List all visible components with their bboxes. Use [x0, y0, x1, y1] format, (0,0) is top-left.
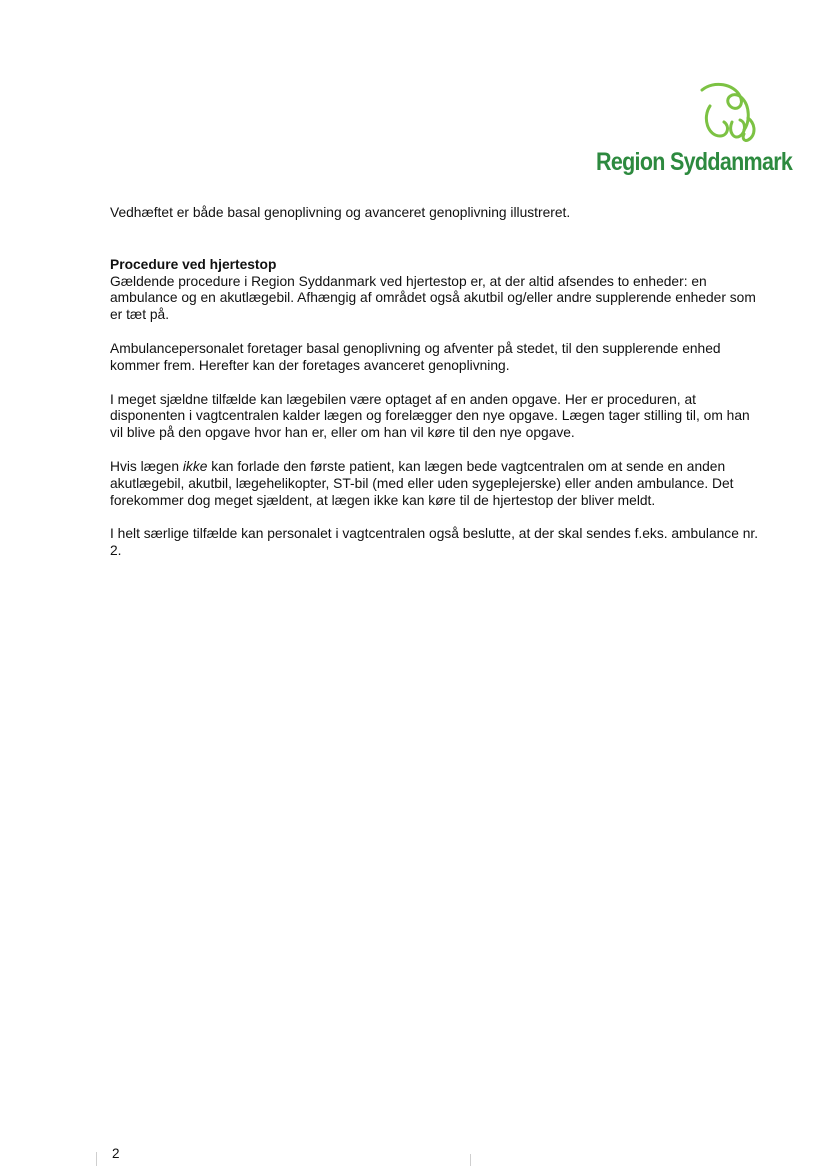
intro-paragraph: Vedhæftet er både basal genoplivning og avanceret genoplivning illustreret.: [110, 205, 571, 220]
paragraph-4-start: Hvis lægen: [110, 458, 183, 474]
letter-body: [110, 205, 760, 560]
paragraph-doctor-cannot-leave: [110, 459, 760, 509]
page-number: 2: [112, 1146, 120, 1161]
scan-artifact-line: [470, 1154, 471, 1166]
region-syddanmark-logo: [590, 82, 800, 182]
paragraph-4-end: kan forlade den første patient, kan lægen bede vagtcentralen om at sende en anden akutlægebil, akutbil, lægehelikopter, ST-bil (med eller uden sygeplejerske) eller anden ambulance. Det forekommer dog meget sjældent, at lægen ikke kan køre til de hjertestop der bliver meldt.: [110, 458, 734, 508]
paragraph-procedure: Gældende procedure i Region Syddanmark ved hjertestop er, at der altid afsendes to enheder: en ambulance og en akutlægebil. Afhængig af området også akutbil og/eller andre supplerende enheder som er tæt på.: [110, 273, 756, 323]
region-logo-icon: [690, 82, 760, 148]
region-logo-text: Region Syddanmark: [596, 148, 793, 176]
section-heading: Procedure ved hjertestop: [110, 256, 277, 272]
scan-artifact-line: [96, 1152, 97, 1166]
paragraph-special-cases: I helt særlige tilfælde kan personalet i vagtcentralen også beslutte, at der skal sendes f.eks. ambulance nr. 2.: [110, 526, 759, 559]
emphasis-ikke: ikke: [182, 458, 208, 474]
paragraph-doctor-busy: I meget sjældne tilfælde kan lægebilen være optaget af en anden opgave. Her er proceduren, at disponenten i vagtcentralen kalder lægen og forelægger den nye opgave. Lægen tager stilling til, om han vil blive på den opgave hvor han er, eller om han vil køre til den nye opgave.: [110, 391, 750, 441]
paragraph-ambulance-staff: Ambulancepersonalet foretager basal genoplivning og afventer på stedet, til den supplerende enhed kommer frem. Herefter kan der foretages avanceret genoplivning.: [110, 340, 721, 373]
